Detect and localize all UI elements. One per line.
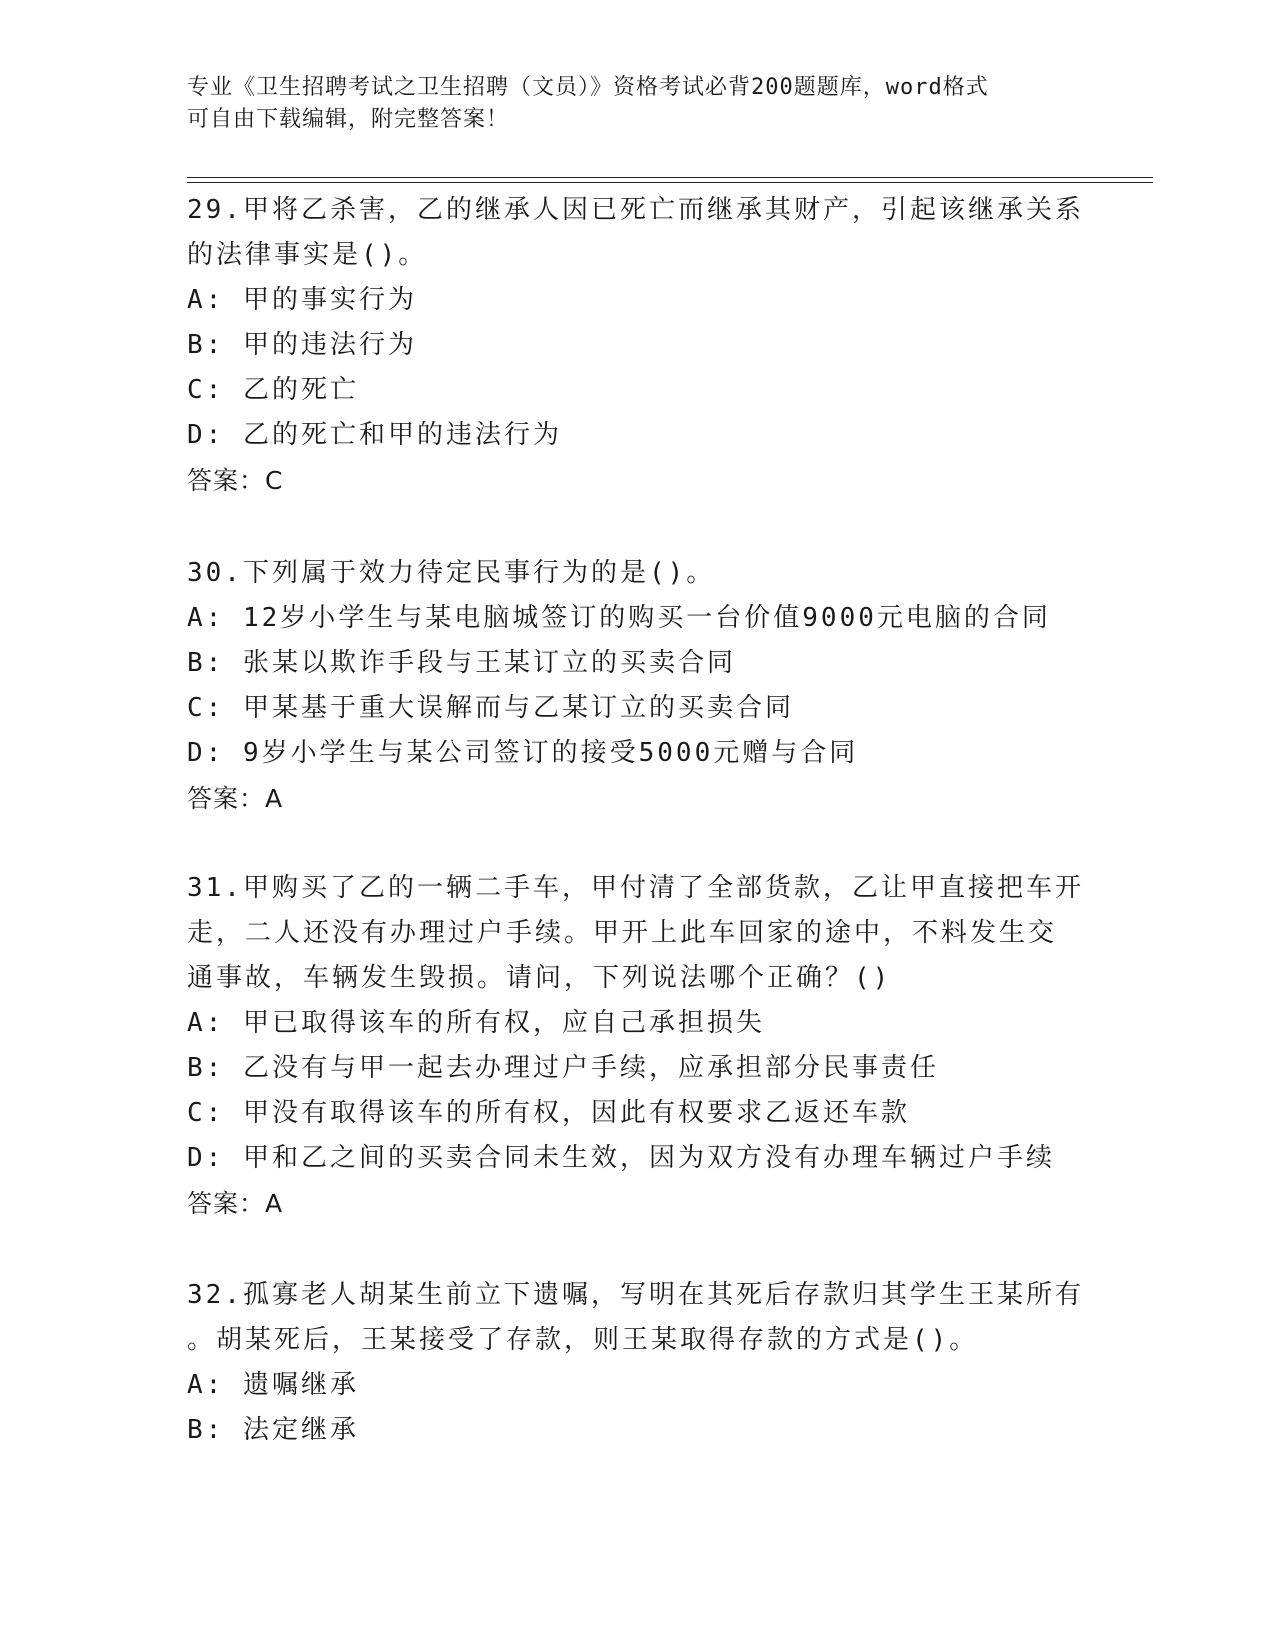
answer: 答案：A bbox=[187, 784, 284, 813]
question-stem-line: 31.甲购买了乙的一辆二手车，甲付清了全部货款，乙让甲直接把车开 bbox=[187, 873, 1084, 903]
option-b: B: 乙没有与甲一起去办理过户手续，应承担部分民事责任 bbox=[187, 1053, 939, 1083]
question-stem-line: 的法律事实是()。 bbox=[187, 240, 428, 270]
question-stem-line: 30.下列属于效力待定民事行为的是()。 bbox=[187, 558, 716, 588]
answer: 答案：C bbox=[187, 466, 284, 495]
question-stem bbox=[187, 866, 1087, 1001]
option-c: C: 甲某基于重大误解而与乙某订立的买卖合同 bbox=[187, 693, 794, 723]
option-c: C: 甲没有取得该车的所有权，因此有权要求乙返还车款 bbox=[187, 1098, 910, 1128]
question-stem-line: 。胡某死后，王某接受了存款，则王某取得存款的方式是()。 bbox=[187, 1325, 979, 1355]
header-divider-bottom bbox=[187, 182, 1153, 183]
option-d: D: 乙的死亡和甲的违法行为 bbox=[187, 420, 562, 450]
question-30 bbox=[187, 551, 1087, 821]
question-31 bbox=[187, 866, 1087, 1226]
option-b: B: 张某以欺诈手段与王某订立的买卖合同 bbox=[187, 648, 736, 678]
question-stem bbox=[187, 551, 1087, 596]
header-divider-top bbox=[187, 177, 1153, 178]
option-d: D: 9岁小学生与某公司签订的接受5000元赠与合同 bbox=[187, 738, 859, 768]
question-32 bbox=[187, 1273, 1087, 1453]
option-a: A: 12岁小学生与某电脑城签订的购买一台价值9000元电脑的合同 bbox=[187, 603, 1051, 633]
option-a: A: 甲的事实行为 bbox=[187, 285, 417, 315]
answer: 答案：A bbox=[187, 1189, 284, 1218]
header-line-1: 专业《卫生招聘考试之卫生招聘（文员）》资格考试必背200题题库，word格式 bbox=[187, 75, 989, 100]
option-c: C: 乙的死亡 bbox=[187, 375, 359, 405]
option-d: D: 甲和乙之间的买卖合同未生效，因为双方没有办理车辆过户手续 bbox=[187, 1143, 1055, 1173]
header-line-2: 可自由下载编辑，附完整答案！ bbox=[187, 107, 510, 132]
option-b: B: 甲的违法行为 bbox=[187, 330, 417, 360]
option-a: A: 遗嘱继承 bbox=[187, 1370, 359, 1400]
question-stem-line: 32.孤寡老人胡某生前立下遗嘱，写明在其死后存款归其学生王某所有 bbox=[187, 1280, 1084, 1310]
question-stem-line: 走，二人还没有办理过户手续。甲开上此车回家的途中，不料发生交 bbox=[187, 918, 1058, 948]
question-29 bbox=[187, 188, 1087, 503]
question-stem-line: 通事故，车辆发生毁损。请问，下列说法哪个正确？() bbox=[187, 963, 892, 993]
question-stem bbox=[187, 1273, 1087, 1363]
question-stem bbox=[187, 188, 1087, 278]
option-a: A: 甲已取得该车的所有权，应自己承担损失 bbox=[187, 1008, 765, 1038]
option-b: B: 法定继承 bbox=[187, 1415, 359, 1445]
document-header bbox=[187, 72, 1087, 136]
question-stem-line: 29.甲将乙杀害，乙的继承人因已死亡而继承其财产，引起该继承关系 bbox=[187, 195, 1084, 225]
